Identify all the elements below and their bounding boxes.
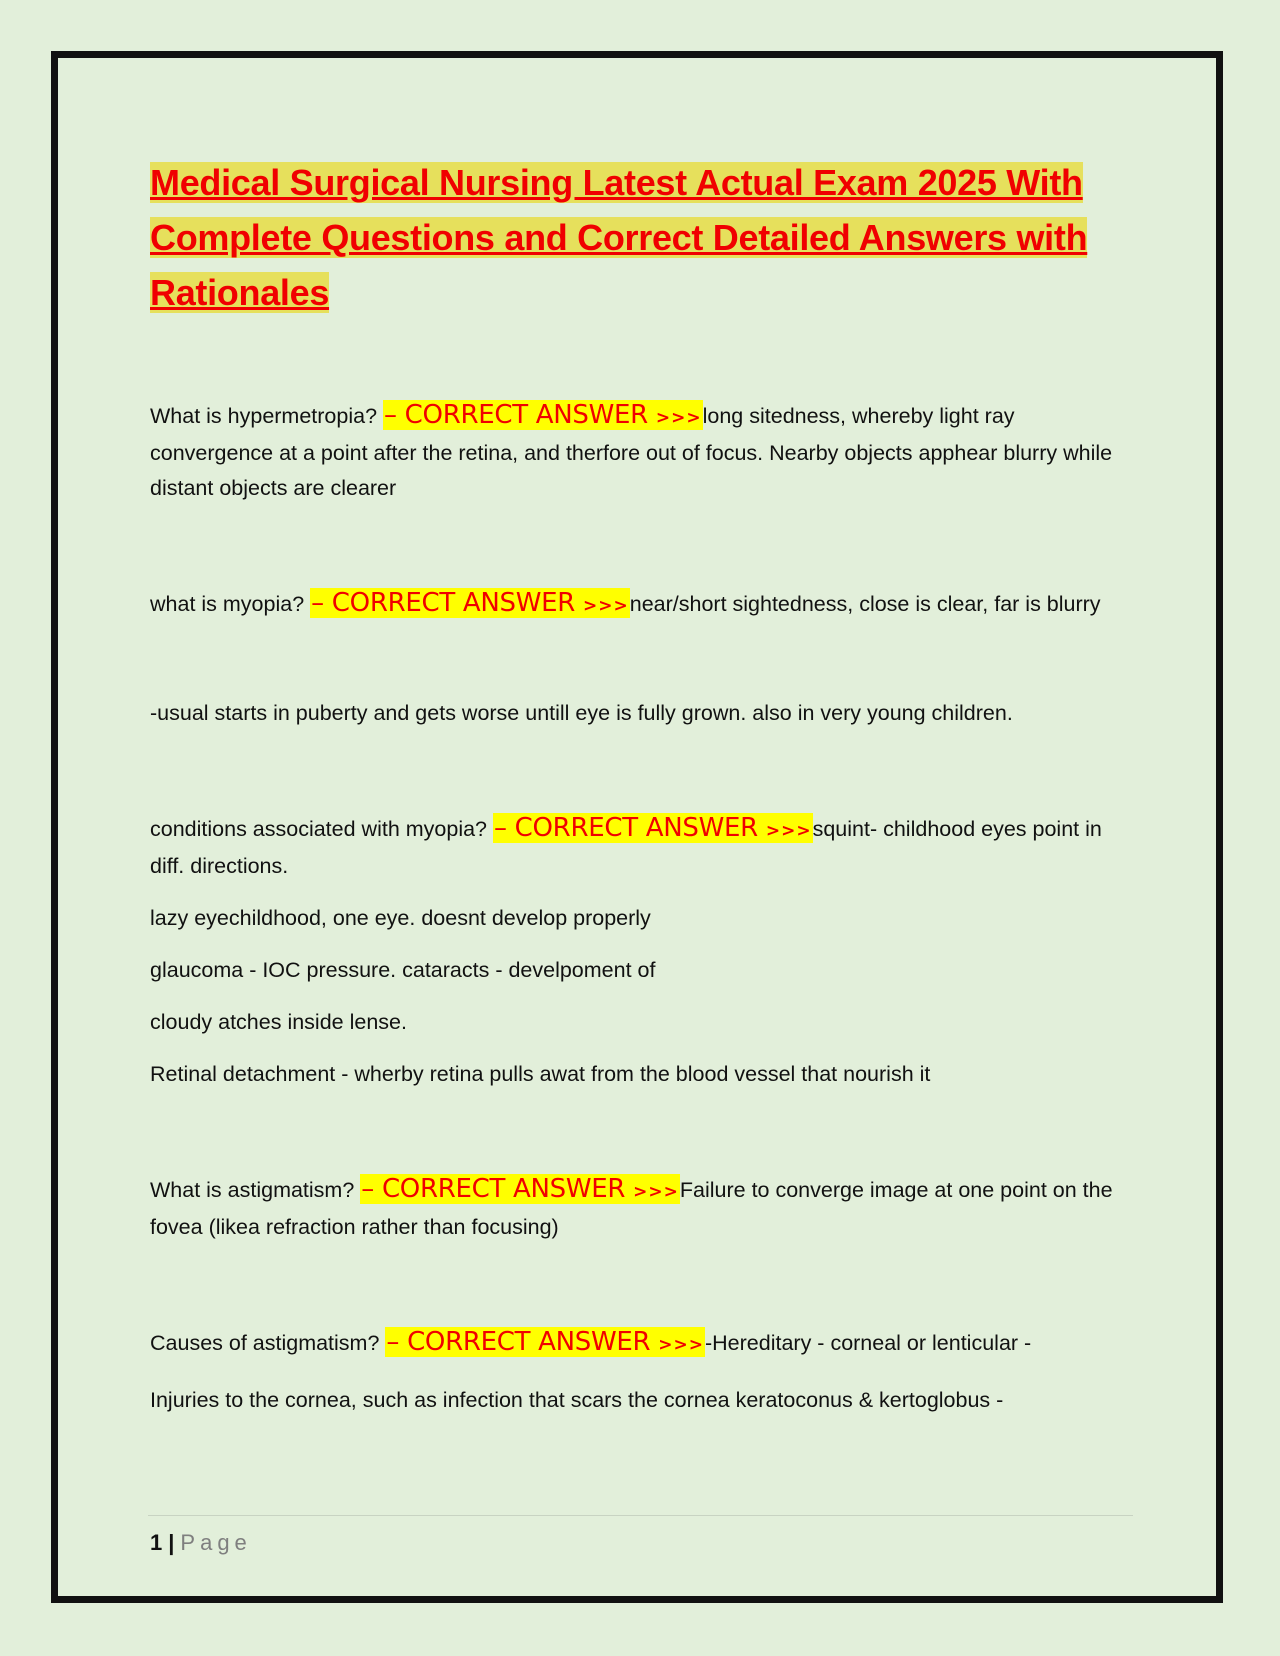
answer-line: Retinal detachment - wherby retina pulls awat from the blood vessel that nourish it xyxy=(150,1062,931,1086)
answer-line: lazy eyechildhood, one eye. doesnt develop properly xyxy=(150,906,651,930)
qa-myopia-conditions xyxy=(150,811,1140,884)
qa-astigmatism xyxy=(150,1172,1140,1245)
question-text: what is myopia? xyxy=(150,592,311,616)
answer-text: Failure to converge image at one point on the fovea (likea refraction rather than focusing) xyxy=(150,1178,1113,1239)
page-footer xyxy=(150,1528,252,1558)
document-body xyxy=(150,155,1140,1418)
answer-text: long sitedness, whereby light ray convergence at a point after the retina, and therfore out of focus. Nearby objects apphear blurry while distant objects are clearer xyxy=(150,404,1113,500)
answer-text: squint- childhood eyes point in diff. directions. xyxy=(150,817,1102,878)
question-text: What is astigmatism? xyxy=(150,1178,361,1202)
page-label: Page xyxy=(180,1530,252,1555)
answer-line: cloudy atches inside lense. xyxy=(150,1010,407,1034)
answer-text: near/short sightedness, close is clear, far is blurry xyxy=(629,592,1101,616)
qa-hypermetropia xyxy=(150,398,1140,506)
qa-myopia xyxy=(150,586,1140,624)
myopia-note: -usual starts in puberty and gets worse untill eye is fully grown. also in very young children. xyxy=(150,701,1013,725)
correct-answer-marker: – CORRECT ANSWER >>> xyxy=(494,813,812,843)
question-text: conditions associated with myopia? xyxy=(150,817,493,841)
question-text: Causes of astigmatism? xyxy=(150,1331,386,1355)
question-text: What is hypermetropia? xyxy=(150,404,384,428)
footer-separator: | xyxy=(168,1530,175,1555)
correct-answer-marker: – CORRECT ANSWER >>> xyxy=(361,1174,679,1204)
correct-answer-marker: – CORRECT ANSWER >>> xyxy=(386,1327,704,1357)
correct-answer-marker: – CORRECT ANSWER >>> xyxy=(311,588,629,618)
answer-line: glaucoma - IOC pressure. cataracts - develpoment of xyxy=(150,958,656,982)
page-number: 1 xyxy=(150,1530,163,1555)
footer-divider xyxy=(148,1515,1133,1516)
correct-answer-marker: – CORRECT ANSWER >>> xyxy=(384,400,702,430)
document-title: Medical Surgical Nursing Latest Actual Exam 2025 With Complete Questions and Correct Detailed Answers with Rationales xyxy=(150,162,1088,313)
qa-astigmatism-causes xyxy=(150,1325,1140,1363)
answer-text: -Hereditary - corneal or lenticular - xyxy=(705,1331,1032,1355)
answer-line: Injuries to the cornea, such as infection that scars the cornea keratoconus & kertoglobus - xyxy=(150,1388,1004,1412)
